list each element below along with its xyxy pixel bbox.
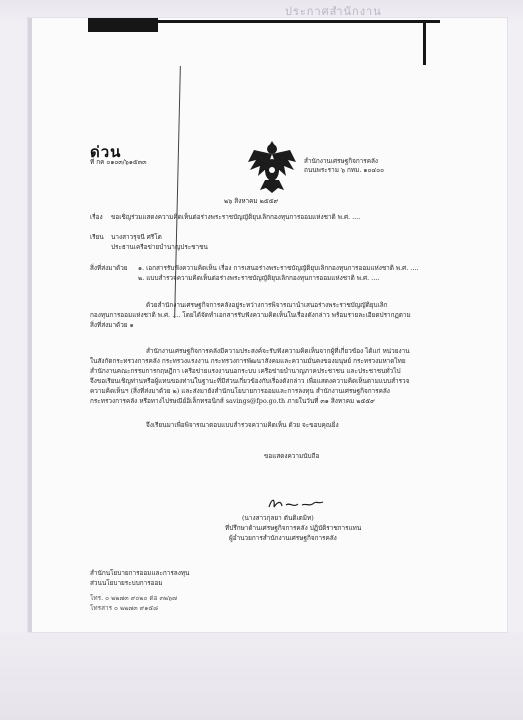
footer-office: สำนักนโยบายการออมและการลงทุน xyxy=(90,569,190,577)
enclosure-item: ๑. เอกสารรับฟังความคิดเห็น เรื่อง การเสนอร่างพระราชบัญญัติยุบเลิกกองทุนการออมแห่งชาติ พ.ศ. .... xyxy=(138,264,419,272)
garuda-emblem-icon xyxy=(246,140,298,194)
bleed-through-text: ประกาศสำนักงาน xyxy=(285,5,382,18)
letter-page xyxy=(28,18,507,632)
footer-fax: โทรสาร ๐ ๒๒๗๓ ๙๑๕๘ xyxy=(90,604,159,612)
footer-phone: โทร. ๐ ๒๒๗๓ ๙๐๒๐ ต่อ ๓๒๖๗ xyxy=(90,594,177,602)
paragraph2-line: ในสังกัดกระทรวงการคลัง กระทรวงแรงงาน กระทรวงการพัฒนาสังคมและความมั่นคงของมนุษย์ กระทรวงมหาดไทย xyxy=(90,357,406,365)
letter-date: ๒๖ สิงหาคม ๒๕๕๙ xyxy=(224,197,279,205)
paragraph1-line: ด้วยสำนักงานเศรษฐกิจการคลังอยู่ระหว่างการพิจารณานำเสนอร่างพระราชบัญญัติยุบเลิก xyxy=(146,301,388,309)
enclosure-item: ๒. แบบสำรวจความคิดเห็นต่อร่างพระราชบัญญัติยุบเลิกกองทุนการออมแห่งชาติ พ.ศ. .... xyxy=(138,274,380,282)
subject-label: เรื่อง xyxy=(90,213,103,221)
paragraph2-line: สำนักงานเศรษฐกิจการคลังมีความประสงค์จะรับฟังความคิดเห็นจากผู้ที่เกี่ยวข้อง ได้แก่ หน่วยงาน xyxy=(146,347,410,355)
enclosure-label: สิ่งที่ส่งมาด้วย xyxy=(90,264,128,272)
paragraph2-line: กระทรวงการคลัง หรือทางไปรษณีย์อิเล็กทรอนิกส์ savings@fpo.go.th ภายในวันที่ ๓๑ สิงหาคม ๒๕๕๙ xyxy=(90,397,375,405)
urgent-stamp: ด่วน xyxy=(90,143,122,161)
paragraph1-line: กองทุนการออมแห่งชาติ พ.ศ. .... โดยได้จัดทำเอกสารรับฟังความคิดเห็นในเรื่องดังกล่าว พร้อมรายละเอียดปรากฏตาม xyxy=(90,311,411,319)
closing-request: จึงเรียนมาเพื่อพิจารณาตอบแบบสำรวจความคิดเห็น ด้วย จะขอบคุณยิ่ง xyxy=(146,421,339,429)
fax-black-bar xyxy=(88,18,158,32)
agency-name: สำนักงานเศรษฐกิจการคลัง xyxy=(304,157,379,165)
footer-division: ส่วนนโยบายระบบการออม xyxy=(90,579,163,587)
subject-text: ขอเชิญร่วมแสดงความคิดเห็นต่อร่างพระราชบัญญัติยุบเลิกกองทุนการออมแห่งชาติ พ.ศ. .... xyxy=(111,213,361,221)
to-label: เรียน xyxy=(90,233,104,241)
paragraph2-line: ความคิดเห็นฯ (สิ่งที่ส่งมาด้วย ๒) และส่งมายังสำนักนโยบายการออมและการลงทุน สำนักงานเศรษฐกิจการคลัง xyxy=(90,387,390,395)
fax-top-line xyxy=(158,20,440,23)
handwritten-signature xyxy=(266,495,326,511)
reference-number: ที่ กค ๐๑๐๓/๖๑๕๓๓ xyxy=(90,158,147,166)
to-name: นางสาวรุจนี ศรีโต xyxy=(111,233,162,241)
signer-name: (นางสาวกุลยา ตันติเตมิท) xyxy=(242,514,314,522)
signer-title: ผู้อำนวยการสำนักงานเศรษฐกิจการคลัง xyxy=(229,534,337,542)
scan-left-stripe xyxy=(28,18,32,632)
paragraph2-line: จึงขอเรียนเชิญท่านหรือผู้แทนของท่านในฐานะที่มีส่วนเกี่ยวข้องกับเรื่องดังกล่าว เพื่อแสดงความคิดเห็นตามแบบสำรวจ xyxy=(90,377,410,385)
agency-address: ถนนพระราม ๖ กทม. ๑๐๔๐๐ xyxy=(304,166,384,174)
to-title: ประธานเครือข่ายบำนาญประชาชน xyxy=(111,243,208,251)
signer-title: ที่ปรึกษาด้านเศรษฐกิจการคลัง ปฏิบัติราชการแทน xyxy=(225,524,362,532)
paragraph2-line: สำนักงานคณะกรรมการกฤษฎีกา เครือข่ายแรงงานนอกระบบ เครือข่ายบำนาญภาคประชาชน และประชาชนทั่วไป xyxy=(90,367,401,375)
fax-right-edge xyxy=(423,20,426,65)
scan-bottom-margin xyxy=(0,632,523,720)
paragraph1-line: สิ่งที่ส่งมาด้วย ๑ xyxy=(90,321,134,329)
closing-salutation: ขอแสดงความนับถือ xyxy=(264,452,320,460)
